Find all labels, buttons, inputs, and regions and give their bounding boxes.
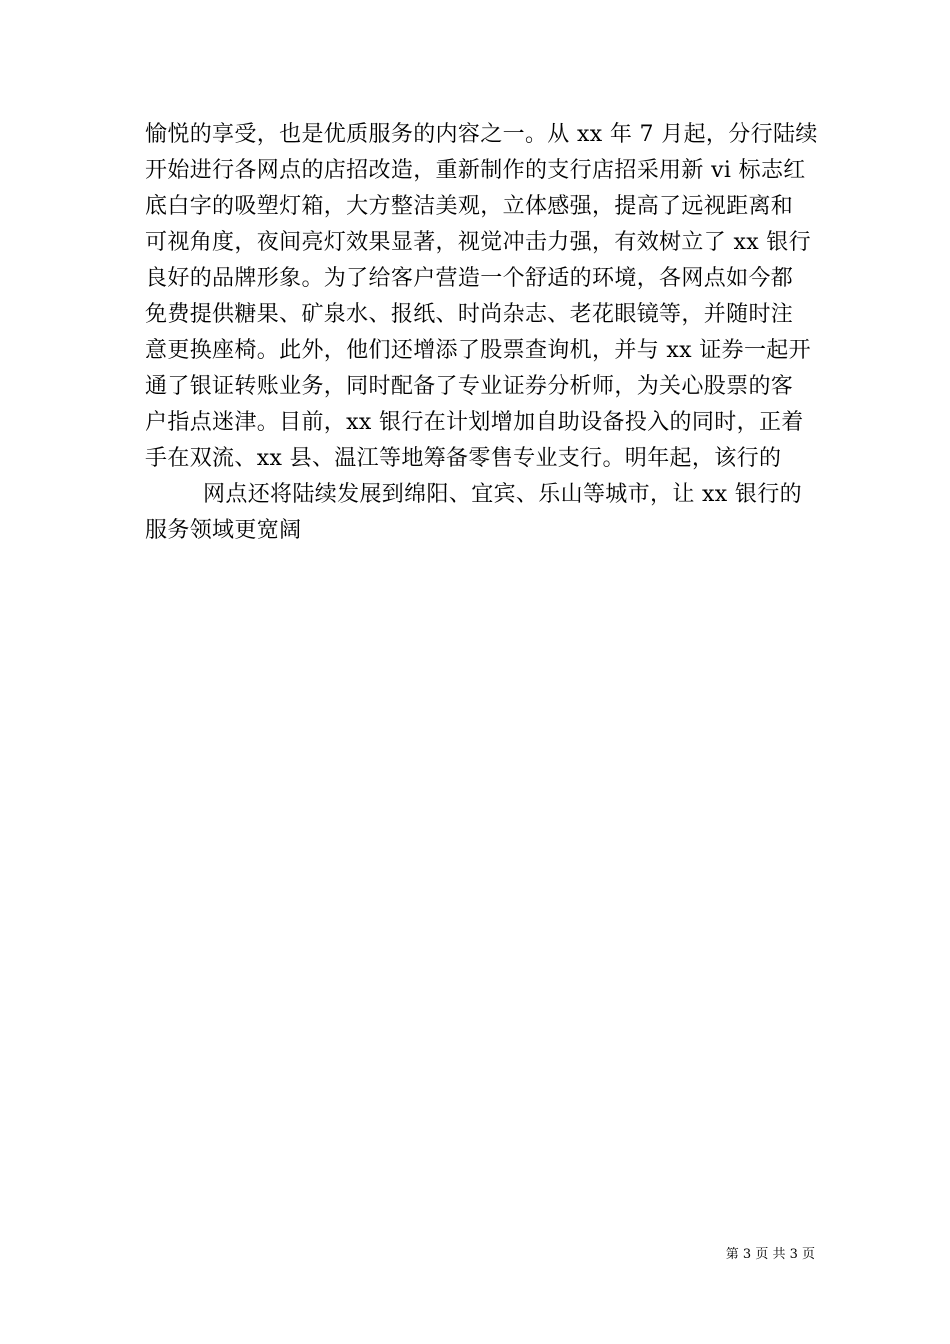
text-line-indented: 网点还将陆续发展到绵阳、宜宾、乐山等城市，让 xx 银行的 xyxy=(203,482,802,507)
text-line: 开始进行各网点的店招改造，重新制作的支行店招采用新 vi 标志红 xyxy=(145,158,806,183)
text-line: 服务领域更宽阔 xyxy=(145,518,302,543)
text-line: 底白字的吸塑灯箱，大方整洁美观，立体感强，提高了远视距离和 xyxy=(145,194,794,219)
text-line: 免费提供糖果、矿泉水、报纸、时尚杂志、老花眼镜等，并随时注 xyxy=(145,302,794,327)
text-line: 户指点迷津。目前，xx 银行在计划增加自助设备投入的同时，正着 xyxy=(145,410,804,435)
text-line: 手在双流、xx 县、温江等地筹备零售专业支行。明年起，该行的 xyxy=(145,446,782,471)
page-number-footer: 第 3 页 共 3 页 xyxy=(725,1247,815,1262)
text-line: 愉悦的享受，也是优质服务的内容之一。从 xx 年 7 月起，分行陆续 xyxy=(145,122,818,147)
body-text xyxy=(145,117,818,549)
text-line: 良好的品牌形象。为了给客户营造一个舒适的环境，各网点如今都 xyxy=(145,266,794,291)
text-line: 可视角度，夜间亮灯效果显著，视觉冲击力强，有效树立了 xx 银行 xyxy=(145,230,812,255)
text-line: 意更换座椅。此外，他们还增添了股票查询机，并与 xx 证券一起开 xyxy=(145,338,812,363)
text-line: 通了银证转账业务，同时配备了专业证券分析师，为关心股票的客 xyxy=(145,374,794,399)
